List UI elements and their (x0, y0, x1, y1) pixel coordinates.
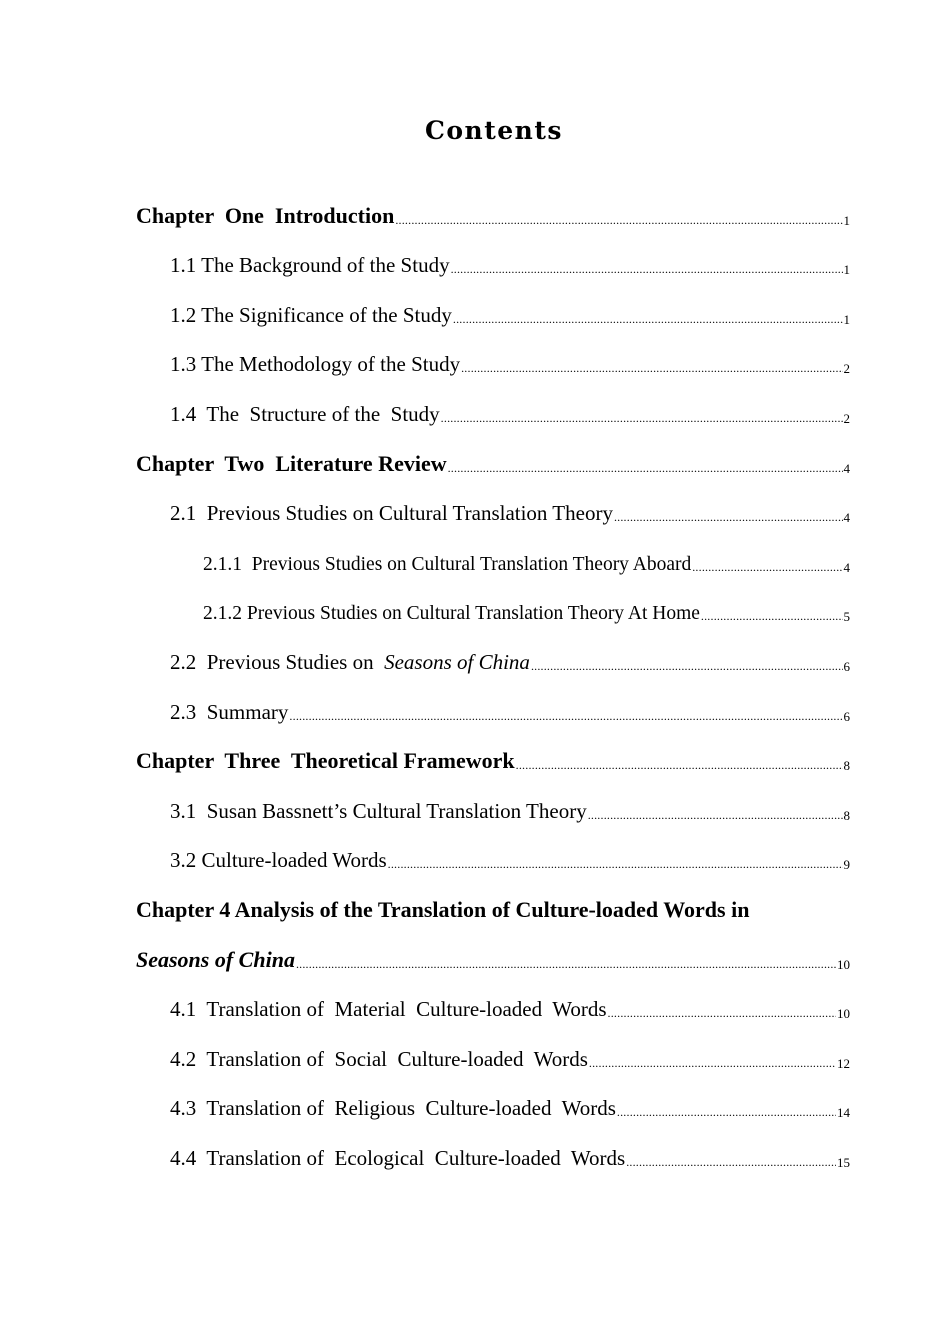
toc-entry-chapter-2[interactable] (136, 436, 850, 486)
toc-entry-label: Chapter One Introduction (136, 202, 395, 228)
toc-page-number: 1 (843, 212, 850, 228)
dot-leader (626, 1156, 836, 1168)
toc-entry-4-3[interactable] (136, 1081, 850, 1131)
toc-entry-label: 2.1 Previous Studies on Cultural Translation Theory (170, 501, 613, 526)
dot-leader (589, 1057, 836, 1069)
toc-entry-label: 1.4 The Structure of the Study (170, 401, 440, 426)
toc-entry-label: 2.3 Summary (170, 699, 289, 724)
toc-page-number: 4 (843, 460, 850, 476)
toc-entry-label-italic: Seasons of China (136, 946, 295, 972)
dot-leader (692, 561, 842, 573)
toc-entry-2-1-2[interactable] (136, 585, 850, 635)
toc-entry-chapter-4[interactable] (136, 932, 850, 982)
dot-leader (516, 759, 843, 771)
toc-entry-label: 3.1 Susan Bassnett’s Cultural Translation Theory (170, 798, 587, 823)
toc-entry-4-4[interactable] (136, 1130, 850, 1180)
dot-leader (289, 710, 842, 722)
dot-leader (588, 809, 843, 821)
dot-leader (617, 1106, 836, 1118)
toc-page-number: 5 (843, 609, 850, 625)
toc-entry-chapter-3[interactable] (136, 734, 850, 784)
toc-page-number: 4 (843, 559, 850, 575)
toc-page-number: 14 (837, 1105, 850, 1121)
toc-entry-1-4[interactable] (136, 386, 850, 436)
toc-entry-2-2[interactable] (136, 634, 850, 684)
dot-leader (461, 362, 842, 374)
dot-leader (395, 214, 842, 226)
toc-page-number: 2 (843, 410, 850, 426)
toc-entry-label: Chapter Two Literature Review (136, 450, 447, 476)
toc-page-number: 8 (843, 758, 850, 774)
toc-page-number: 2 (843, 361, 850, 377)
toc-page-number: 6 (843, 658, 850, 674)
dot-leader (701, 610, 843, 622)
toc-entry-label: 4.4 Translation of Ecological Culture-loaded Words (170, 1145, 626, 1170)
toc-page-number: 9 (843, 857, 850, 873)
toc-entry-2-1-1[interactable] (136, 535, 850, 585)
toc-entry-label: 4.3 Translation of Religious Culture-loaded Words (170, 1096, 616, 1121)
toc-page-number: 1 (843, 311, 850, 327)
toc-entry-label: Chapter 4 Analysis of the Translation of Culture-loaded Words in (136, 896, 750, 922)
toc-entry-label (170, 650, 530, 675)
dot-leader (448, 462, 843, 474)
table-of-contents (136, 188, 850, 1180)
toc-entry-label: 2.1.1 Previous Studies on Cultural Translation Theory Aboard (203, 553, 692, 575)
dot-leader (441, 412, 843, 424)
toc-page-number: 15 (837, 1154, 850, 1170)
page-title: Contents (424, 116, 563, 145)
toc-entry-label: 1.3 The Methodology of the Study (170, 352, 461, 377)
toc-entry-label: 4.2 Translation of Social Culture-loaded Words (170, 1046, 588, 1071)
dot-leader (296, 958, 836, 970)
toc-entry-1-1[interactable] (136, 238, 850, 288)
dot-leader (388, 858, 843, 870)
toc-entry-chapter-1[interactable] (136, 188, 850, 238)
toc-page-number: 4 (843, 510, 850, 526)
toc-page-number: 6 (843, 708, 850, 724)
toc-entry-1-2[interactable] (136, 287, 850, 337)
toc-page-number: 8 (843, 807, 850, 823)
toc-entry-label: 3.2 Culture-loaded Words (170, 848, 387, 873)
toc-entry-label: 1.2 The Significance of the Study (170, 302, 452, 327)
toc-entry-2-3[interactable] (136, 684, 850, 734)
toc-entry-label-italic: Seasons of China (384, 649, 530, 674)
toc-entry-2-1[interactable] (136, 486, 850, 536)
toc-entry-chapter-4-line-1[interactable] (136, 882, 850, 932)
toc-entry-1-3[interactable] (136, 337, 850, 387)
toc-page-number: 1 (843, 262, 850, 278)
dot-leader (614, 511, 843, 523)
toc-entry-label: 2.1.2 Previous Studies on Cultural Translation Theory At Home (203, 603, 700, 625)
toc-entry-3-2[interactable] (136, 833, 850, 883)
toc-entry-label-prefix: 2.2 Previous Studies on (170, 649, 379, 674)
toc-entry-label: 4.1 Translation of Material Culture-loaded Words (170, 997, 607, 1022)
dot-leader (453, 313, 843, 325)
toc-entry-label: Chapter Three Theoretical Framework (136, 748, 515, 774)
toc-entry-label: 1.1 The Background of the Study (170, 253, 450, 278)
toc-entry-3-1[interactable] (136, 783, 850, 833)
toc-page-number: 12 (837, 1055, 850, 1071)
toc-page-number: 10 (837, 1006, 850, 1022)
toc-entry-4-1[interactable] (136, 982, 850, 1032)
dot-leader (531, 660, 843, 672)
dot-leader (608, 1007, 836, 1019)
toc-entry-4-2[interactable] (136, 1031, 850, 1081)
dot-leader (451, 263, 843, 275)
toc-page-number: 10 (837, 956, 850, 972)
